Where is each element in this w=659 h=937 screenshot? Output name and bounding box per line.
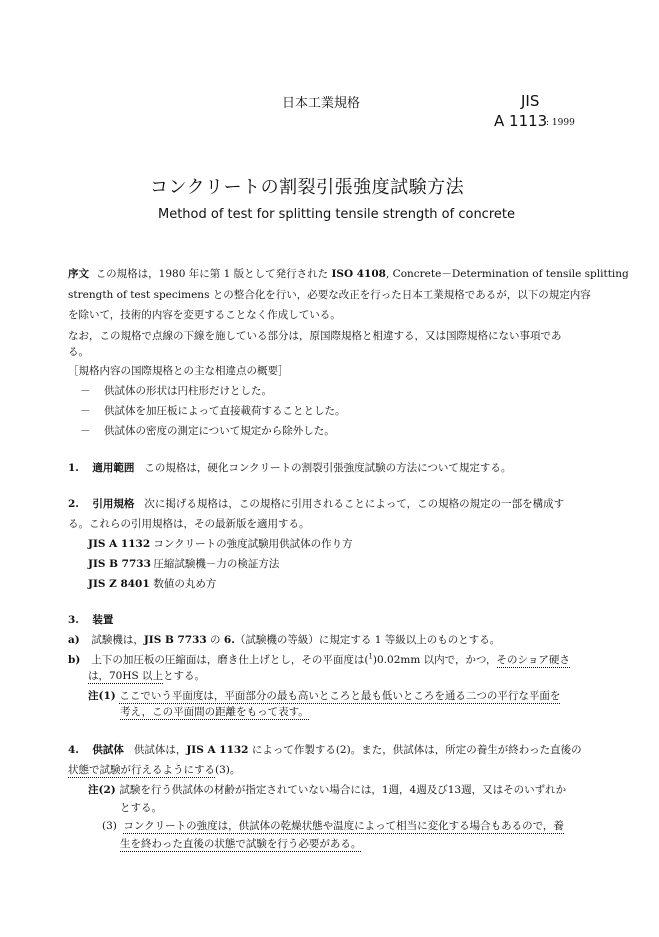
section-heading: 引用規格 <box>92 498 135 510</box>
iso-reference: ISO 4108 <box>331 268 386 280</box>
item-text: とする。 <box>163 670 206 682</box>
item-text: )0.02mm 以内で，かつ， <box>372 654 497 666</box>
dash-marker: － <box>80 385 91 397</box>
section-text: (3)。 <box>215 764 241 776</box>
standard-type-label: 日本工業規格 <box>282 96 361 111</box>
difference-item: 供試体の形状は円柱形だけとした。 <box>104 385 272 397</box>
preface-line-4: なお，この規格で点線の下線を施している部分は，原国際規格と相違する，又は国際規格にない事項であ <box>68 330 562 342</box>
section-number: 4. <box>68 744 79 756</box>
item-b-line-2 <box>88 668 205 683</box>
dotted-deviation: 状態で試験が行えるようにする <box>68 764 215 776</box>
preface-line-2: strength of test specimens との整合化を行い，必要な改正を行った日本工業規格であるが，以下の規定内容 <box>68 289 591 301</box>
item-a <box>68 632 500 647</box>
section-heading: 適用範囲 <box>92 462 135 474</box>
section-2-line-2: る。これらの引用規格は，その最新版を適用する。 <box>68 518 310 530</box>
footnote-ref: 1 <box>368 652 373 661</box>
note-label: 注(2) <box>88 784 116 796</box>
reference-code: JIS B 7733 <box>88 558 151 570</box>
section-text: 供試体は， <box>133 744 187 756</box>
difference-item: 供試体の密度の測定について規定から除外した。 <box>104 425 335 437</box>
section-3 <box>68 612 113 627</box>
reference-title: 圧縮試験機－力の検証方法 <box>153 558 280 570</box>
reference-title: 数値の丸め方 <box>153 578 217 590</box>
preface-text: この規格は，1980 年に第 1 版として発行された <box>95 268 329 280</box>
section-number: 3. <box>68 614 79 626</box>
section-text: この規格は，硬化コンクリートの割裂引張強度試験の方法について規定する。 <box>144 462 512 474</box>
note-text: 生を終わった直後の状態で試験を行う必要がある。 <box>120 838 362 850</box>
reference-title: コンクリートの強度試験用供試体の作り方 <box>153 538 353 550</box>
preface-text: , Concrete－Determination of tensile splitting <box>385 268 629 280</box>
dash-marker: － <box>80 425 91 437</box>
reference-code: JIS B 7733 <box>143 634 207 646</box>
item-label: a) <box>68 634 80 646</box>
item-text: 試験機は， <box>91 634 144 646</box>
jis-mark: JIS <box>521 92 540 110</box>
section-heading: 供試体 <box>92 744 124 756</box>
section-heading: 装置 <box>92 614 114 626</box>
title-japanese: コンクリートの割裂引張強度試験方法 <box>150 177 465 198</box>
dash-marker: － <box>80 405 91 417</box>
difference-item: 供試体を加圧板によって直接載荷することとした。 <box>104 405 346 417</box>
reference-code: JIS Z 8401 <box>88 578 150 590</box>
standard-number: A 1113 <box>494 112 548 130</box>
note-label: (3) <box>102 820 117 832</box>
note-text: コンクリートの強度は，供試体の乾燥状態や温度によって相当に変化する場合もあるので，養 <box>123 820 564 832</box>
note-3 <box>102 818 564 833</box>
note-3-line-2 <box>120 836 361 851</box>
note-text: 考え，この平面間の距離をもって表す。 <box>120 706 309 718</box>
note-2 <box>88 782 566 797</box>
section-4-line-2 <box>68 762 240 777</box>
reference-row <box>88 556 279 571</box>
note-1 <box>88 688 560 703</box>
title-english: Method of test for splitting tensile strength of concrete <box>158 207 515 222</box>
note-1-line-2 <box>120 704 309 719</box>
note-text: ここでいう平面度は，平面部分の最も高いところと最も低いところを通る二つの平行な平面を <box>119 690 561 702</box>
reference-code: JIS A 1132 <box>88 538 151 550</box>
standard-year: : 1999 <box>546 118 575 128</box>
dotted-deviation: そのショア硬さ <box>496 654 570 666</box>
item-b <box>68 652 570 667</box>
clause-ref: 6. <box>223 634 235 646</box>
preface-heading: 序文 <box>68 268 89 280</box>
section-number: 1. <box>68 462 79 474</box>
note-2-line-2: とする。 <box>120 802 162 814</box>
preface-line-3: を除いて，技術的内容を変更することなく作成している。 <box>68 309 341 321</box>
reference-row <box>88 576 216 591</box>
preface-line-1 <box>68 266 629 281</box>
reference-row <box>88 536 353 551</box>
differences-heading: ［規格内容の国際規格との主な相違点の概要］ <box>68 365 289 377</box>
note-label: 注(1) <box>88 690 116 702</box>
section-text: によって作製する(2)。また，供試体は，所定の養生が終わった直後の <box>248 744 582 756</box>
section-1 <box>68 460 511 475</box>
dotted-deviation: は，70HS 以上 <box>88 670 164 682</box>
item-label: b) <box>68 654 81 666</box>
item-text: （試験機の等級）に規定する 1 等級以上のものとする。 <box>234 634 501 646</box>
section-text: 次に掲げる規格は，この規格に引用されることによって，この規格の規定の一部を構成す <box>144 498 565 510</box>
item-text: 上下の加圧板の圧縮面は，磨き仕上げとし，その平面度は( <box>91 654 369 666</box>
preface-line-5: る。 <box>68 346 89 358</box>
section-2 <box>68 496 564 511</box>
item-text: の <box>206 634 224 646</box>
note-text: 試験を行う供試体の材齢が指定されていない場合には，1週，4週及び13週，又はそのいずれか <box>119 784 567 796</box>
reference-code: JIS A 1132 <box>186 744 249 756</box>
section-number: 2. <box>68 498 79 510</box>
section-4 <box>68 742 582 757</box>
